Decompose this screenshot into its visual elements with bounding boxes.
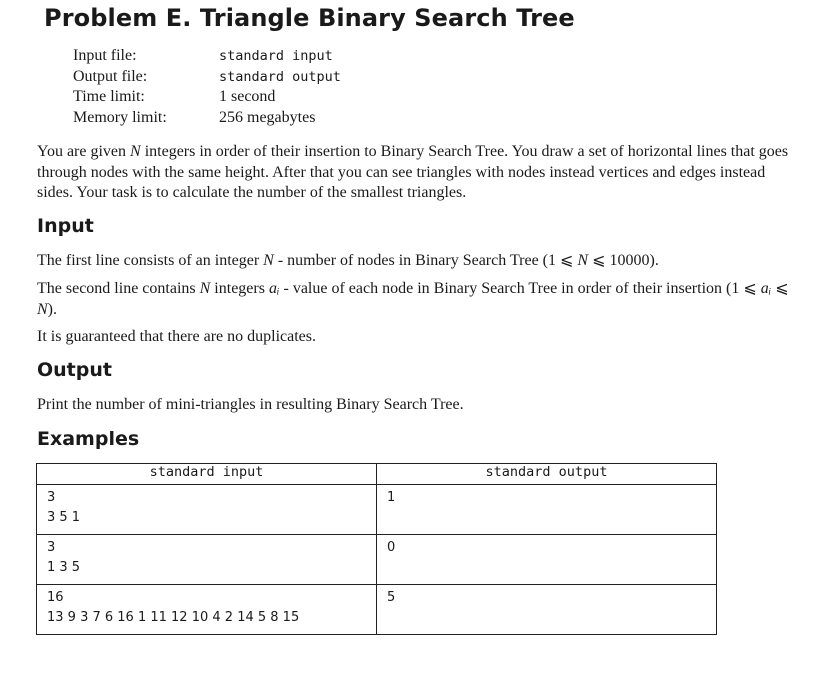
- var-n: N: [199, 280, 211, 297]
- limit-value: 1 second: [219, 88, 276, 106]
- text: integers: [214, 280, 265, 297]
- text: - number of nodes in Binary Search Tree (1 ⩽: [277, 252, 574, 269]
- limit-value: standard input: [219, 48, 333, 65]
- text: ⩽ 10000).: [592, 252, 659, 269]
- input-heading: Input: [37, 215, 94, 237]
- examples-header-row: [37, 464, 717, 485]
- problem-title: Problem E. Triangle Binary Search Tree: [44, 4, 575, 32]
- limit-label: Memory limit:: [73, 108, 167, 126]
- text: The first line consists of an integer: [37, 252, 260, 269]
- text: ).: [47, 300, 57, 318]
- example-output: 0: [377, 535, 717, 585]
- statement-text: You are given: [37, 143, 127, 160]
- limit-row-memory: [73, 108, 341, 129]
- examples-table: [36, 463, 717, 635]
- input-line-2: [37, 279, 795, 320]
- limit-value: 256 megabytes: [219, 108, 316, 126]
- limit-label: Time limit:: [73, 88, 145, 106]
- column-header-input: standard input: [37, 464, 377, 485]
- input-line-3: It is guaranteed that there are no duplicates.: [37, 328, 316, 345]
- limit-row-time: [73, 87, 341, 108]
- column-header-output: standard output: [377, 464, 717, 485]
- limit-row-output-file: [73, 67, 341, 88]
- text: The second line contains: [37, 280, 196, 297]
- example-input: 3 3 5 1: [37, 485, 377, 535]
- example-row: [37, 585, 717, 635]
- var-n: N: [263, 252, 274, 269]
- var-n: N: [37, 300, 48, 318]
- output-text: Print the number of mini-triangles in resulting Binary Search Tree.: [37, 396, 464, 413]
- example-output: 5: [377, 585, 717, 635]
- limits-block: [73, 46, 341, 128]
- var-ai: aᵢ: [268, 280, 280, 297]
- example-input: 16 13 9 3 7 6 16 1 11 12 10 4 2 14 5 8 15: [37, 585, 377, 635]
- statement-text: integers in order of their insertion to Binary Search Tree. You draw a set of horizontal lines that goes through nodes with the same height. After that you can see triangles with nodes instead vertices and edges instead sides. Your task is to calculate the number of the smallest triangles.: [37, 143, 789, 201]
- var-n: N: [130, 143, 141, 160]
- text: - value of each node in Binary Search Tree in order of their insertion (1 ⩽: [283, 280, 757, 297]
- text: ⩽: [775, 280, 789, 297]
- limit-value: standard output: [219, 68, 341, 85]
- example-row: [37, 485, 717, 535]
- limit-label: Input file:: [73, 47, 137, 65]
- output-heading: Output: [37, 359, 112, 381]
- example-row: [37, 535, 717, 585]
- example-output: 1: [377, 485, 717, 535]
- var-n: N: [577, 252, 589, 269]
- examples-heading: Examples: [37, 428, 140, 450]
- limit-label: Output file:: [73, 67, 148, 85]
- limit-row-input-file: [73, 46, 341, 67]
- var-ai: aᵢ: [760, 280, 772, 297]
- input-line-1: [37, 251, 795, 272]
- example-input: 3 1 3 5: [37, 535, 377, 585]
- statement-paragraph: [37, 142, 795, 204]
